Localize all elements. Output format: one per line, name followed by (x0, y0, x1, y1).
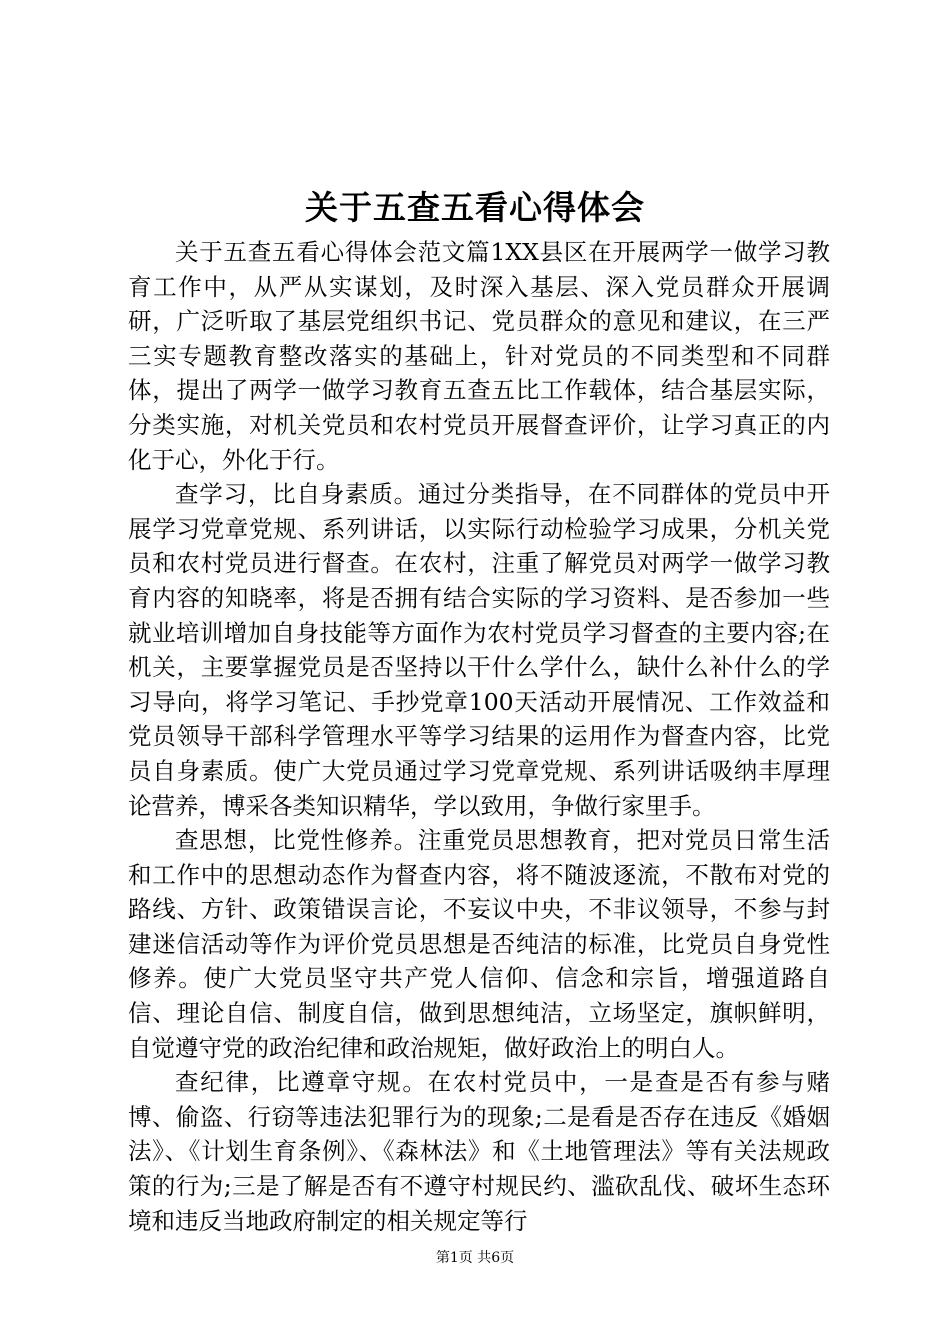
paragraph-study: 查学习，比自身素质。通过分类指导，在不同群体的党员中开展学习党章党规、系列讲话，以实际行动检验学习成果，分机关党员和农村党员进行督查。在农村，注重了解党员对两学一做学习教育内容的知晓率，将是否拥有结合实际的学习资料、是否参加一些就业培训增加自身技能等方面作为农村党员学习督查的主要内容;在机关，主要掌握党员是否坚持以干什么学什么，缺什么补什么的学习导向，将学习笔记、手抄党章100天活动开展情况、工作效益和党员领导干部科学管理水平等学习结果的运用作为督查内容，比党员自身素质。使广大党员通过学习党章党规、系列讲话吸纳丰厚理论营养，博采各类知识精华，学以致用，争做行家里手。 (128, 480, 830, 820)
paragraph-thought: 查思想，比党性修养。注重党员思想教育，把对党员日常生活和工作中的思想动态作为督查内容，将不随波逐流，不散布对党的路线、方针、政策错误言论，不妄议中央，不非议领导，不参与封建迷信活动等作为评价党员思想是否纯洁的标准，比党员自身党性修养。使广大党员坚守共产党人信仰、信念和宗旨，增强道路自信、理论自信、制度自信，做到思想纯洁，立场坚定，旗帜鲜明，自觉遵守党的政治纪律和政治规矩，做好政治上的明白人。 (128, 826, 830, 1062)
document-body (128, 235, 830, 1238)
paragraph-intro: 关于五查五看心得体会范文篇1XX县区在开展两学一做学习教育工作中，从严从实谋划，及时深入基层、深入党员群众开展调研，广泛听取了基层党组织书记、党员群众的意见和建议，在三严三实专题教育整改落实的基础上，针对党员的不同类型和不同群体，提出了两学一做学习教育五查五比工作载体，结合基层实际，分类实施，对机关党员和农村党员开展督查评价，让学习真正的内化于心，外化于行。 (128, 238, 830, 474)
document-title: 关于五查五看心得体会 (305, 188, 645, 227)
page-footer: 第1页 共6页 (435, 1250, 515, 1266)
paragraph-discipline: 查纪律，比遵章守规。在农村党员中，一是查是否有参与赌博、偷盗、行窃等违法犯罪行为的现象;二是看是否存在违反《婚姻法》、《计划生育条例》、《森林法》和《土地管理法》等有关法规政策的行为;三是了解是否有不遵守村规民约、滥砍乱伐、破坏生态环境和违反当地政府制定的相关规定等行 (128, 1068, 830, 1235)
